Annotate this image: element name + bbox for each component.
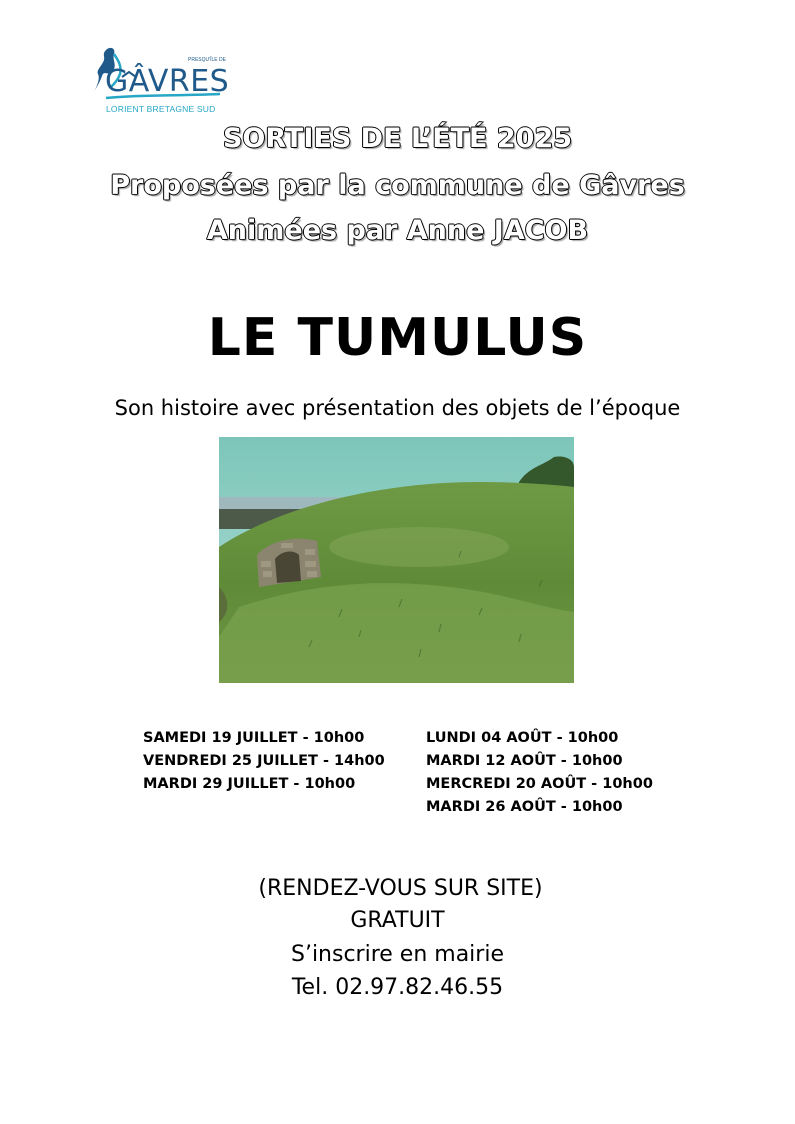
date-item: MARDI 29 JUILLET - 10h00 <box>143 776 356 792</box>
phone-number: Tel. 02.97.82.46.55 <box>291 975 504 1000</box>
dates-july <box>143 727 385 796</box>
date-item: SAMEDI 19 JUILLET - 10h00 <box>143 730 365 746</box>
date-item: MARDI 12 AOÛT - 10h00 <box>426 753 623 769</box>
page-title: LE TUMULUS <box>207 308 588 368</box>
header-line-1: SORTIES DE L’ÉTÉ 2025 <box>222 123 573 154</box>
dates-august <box>426 727 653 819</box>
date-item: MARDI 26 AOÛT - 10h00 <box>426 799 623 815</box>
header-line-2: Proposées par la commune de Gâvres <box>110 170 685 201</box>
gavres-logo <box>92 44 230 118</box>
logo-wordmark: GÂVRES <box>105 64 230 99</box>
logo-subtitle: LORIENT BRETAGNE SUD <box>106 104 216 114</box>
date-item: VENDREDI 25 JUILLET - 14h00 <box>143 753 385 769</box>
page-subtitle: Son histoire avec présentation des objets de l’époque <box>114 396 681 420</box>
meeting-note: (RENDEZ-VOUS SUR SITE) <box>258 876 543 901</box>
header-line-3: Animées par Anne JACOB <box>206 215 589 246</box>
registration-note: S’inscrire en mairie <box>290 942 504 967</box>
date-item: MERCREDI 20 AOÛT - 10h00 <box>426 776 653 792</box>
price-label: GRATUIT <box>350 908 445 933</box>
date-item: LUNDI 04 AOÛT - 10h00 <box>426 730 619 746</box>
tumulus-photo <box>219 437 574 683</box>
logo-tagline: PRESQU'ÎLE DE <box>188 57 226 63</box>
